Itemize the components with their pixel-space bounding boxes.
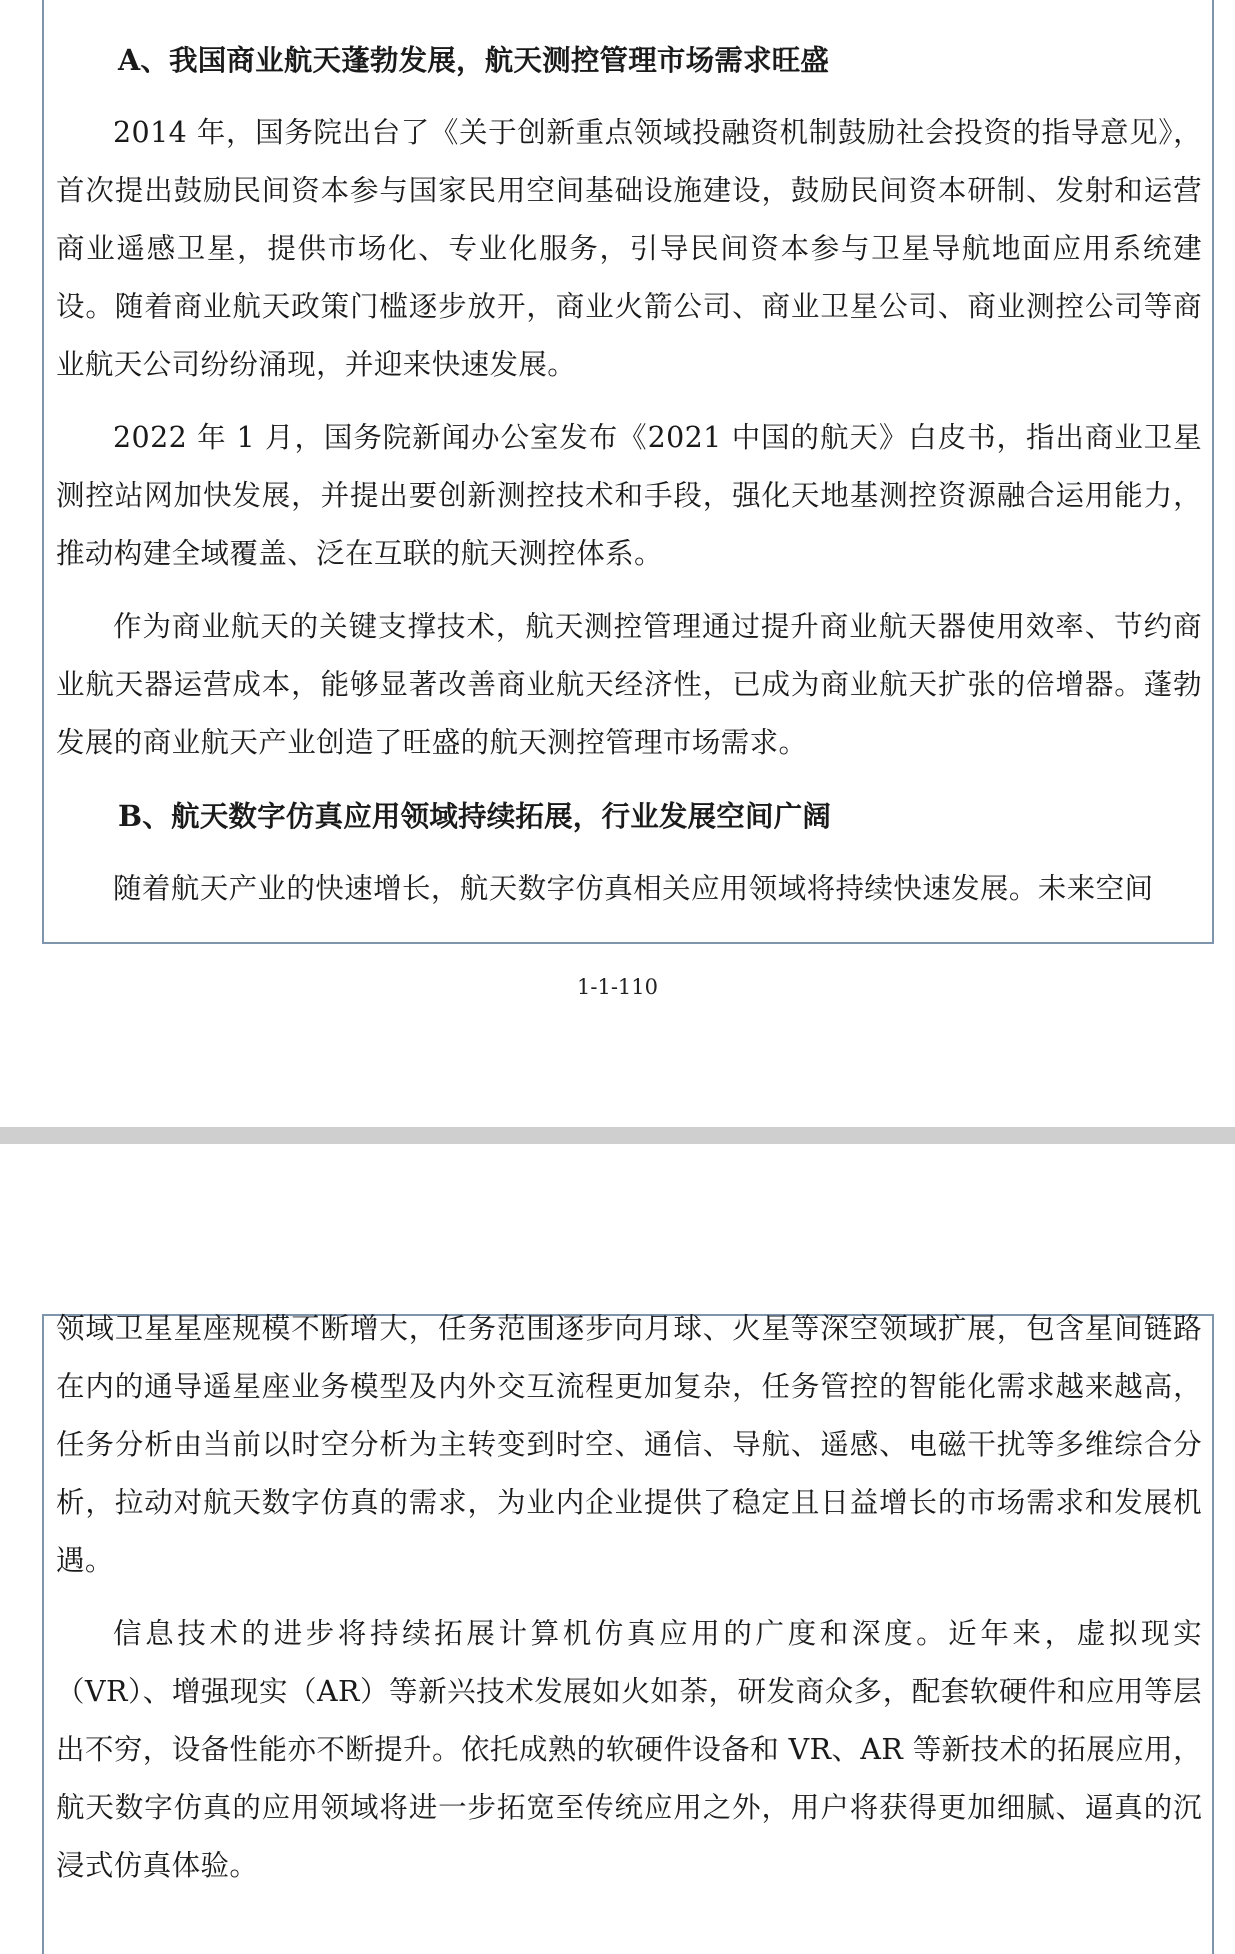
paragraph-continued-space: 领域卫星星座规模不断增大，任务范围逐步向月球、火星等深空领域扩展，包含星间链路在内的通导遥星座业务模型及内外交互流程更加复杂，任务管控的智能化需求越来越高，任务分析由当前以时空分析为主转变到时空、通信、导航、遥感、电磁干扰等多维综合分析，拉动对航天数字仿真的需求，为业内企业提供了稳定且日益增长的市场需求和发展机遇。 bbox=[56, 1312, 1202, 1577]
paragraph-2022-whitepaper: 2022 年 1 月，国务院新闻办公室发布《2021 中国的航天》白皮书，指出商业卫星测控站网加快发展，并提出要创新测控技术和手段，强化天地基测控资源融合运用能力，推动构建全域覆盖、泛在互联的航天测控体系。 bbox=[56, 421, 1202, 570]
page-separator bbox=[0, 1127, 1235, 1144]
paragraph-simulation-growth: 随着航天产业的快速增长，航天数字仿真相关应用领域将持续快速发展。未来空间 bbox=[113, 872, 1154, 905]
paragraph-2014-policy: 2014 年，国务院出台了《关于创新重点领域投融资机制鼓励社会投资的指导意见》，首次提出鼓励民间资本参与国家民用空间基础设施建设，鼓励民间资本研制、发射和运营商业遥感卫星，提供市场化、专业化服务，引导民间资本参与卫星导航地面应用系统建设。随着商业航天政策门槛逐步放开，商业火箭公司、商业卫星公司、商业测控公司等商业航天公司纷纷涌现，并迎来快速发展。 bbox=[56, 116, 1202, 381]
text-block-bottom bbox=[56, 1300, 1202, 1895]
paragraph-information-technology: 信息技术的进步将持续拓展计算机仿真应用的广度和深度。近年来，虚拟现实（VR）、增强现实（AR）等新兴技术发展如火如荼，研发商众多，配套软硬件和应用等层出不穷，设备性能亦不断提升。依托成熟的软硬件设备和 VR、AR 等新技术的拓展应用，航天数字仿真的应用领域将进一步拓宽至传统应用之外，用户将获得更加细腻、逼真的沉浸式仿真体验。 bbox=[56, 1617, 1202, 1882]
section-heading-a: A、我国商业航天蓬勃发展，航天测控管理市场需求旺盛 bbox=[118, 43, 830, 77]
text-block-top bbox=[56, 31, 1202, 918]
page-number: 1-1-110 bbox=[577, 975, 658, 999]
paragraph-key-technology: 作为商业航天的关键支撑技术，航天测控管理通过提升商业航天器使用效率、节约商业航天器运营成本，能够显著改善商业航天经济性，已成为商业航天扩张的倍增器。蓬勃发展的商业航天产业创造了旺盛的航天测控管理市场需求。 bbox=[56, 610, 1202, 759]
section-heading-b: B、航天数字仿真应用领域持续拓展，行业发展空间广阔 bbox=[118, 799, 832, 833]
